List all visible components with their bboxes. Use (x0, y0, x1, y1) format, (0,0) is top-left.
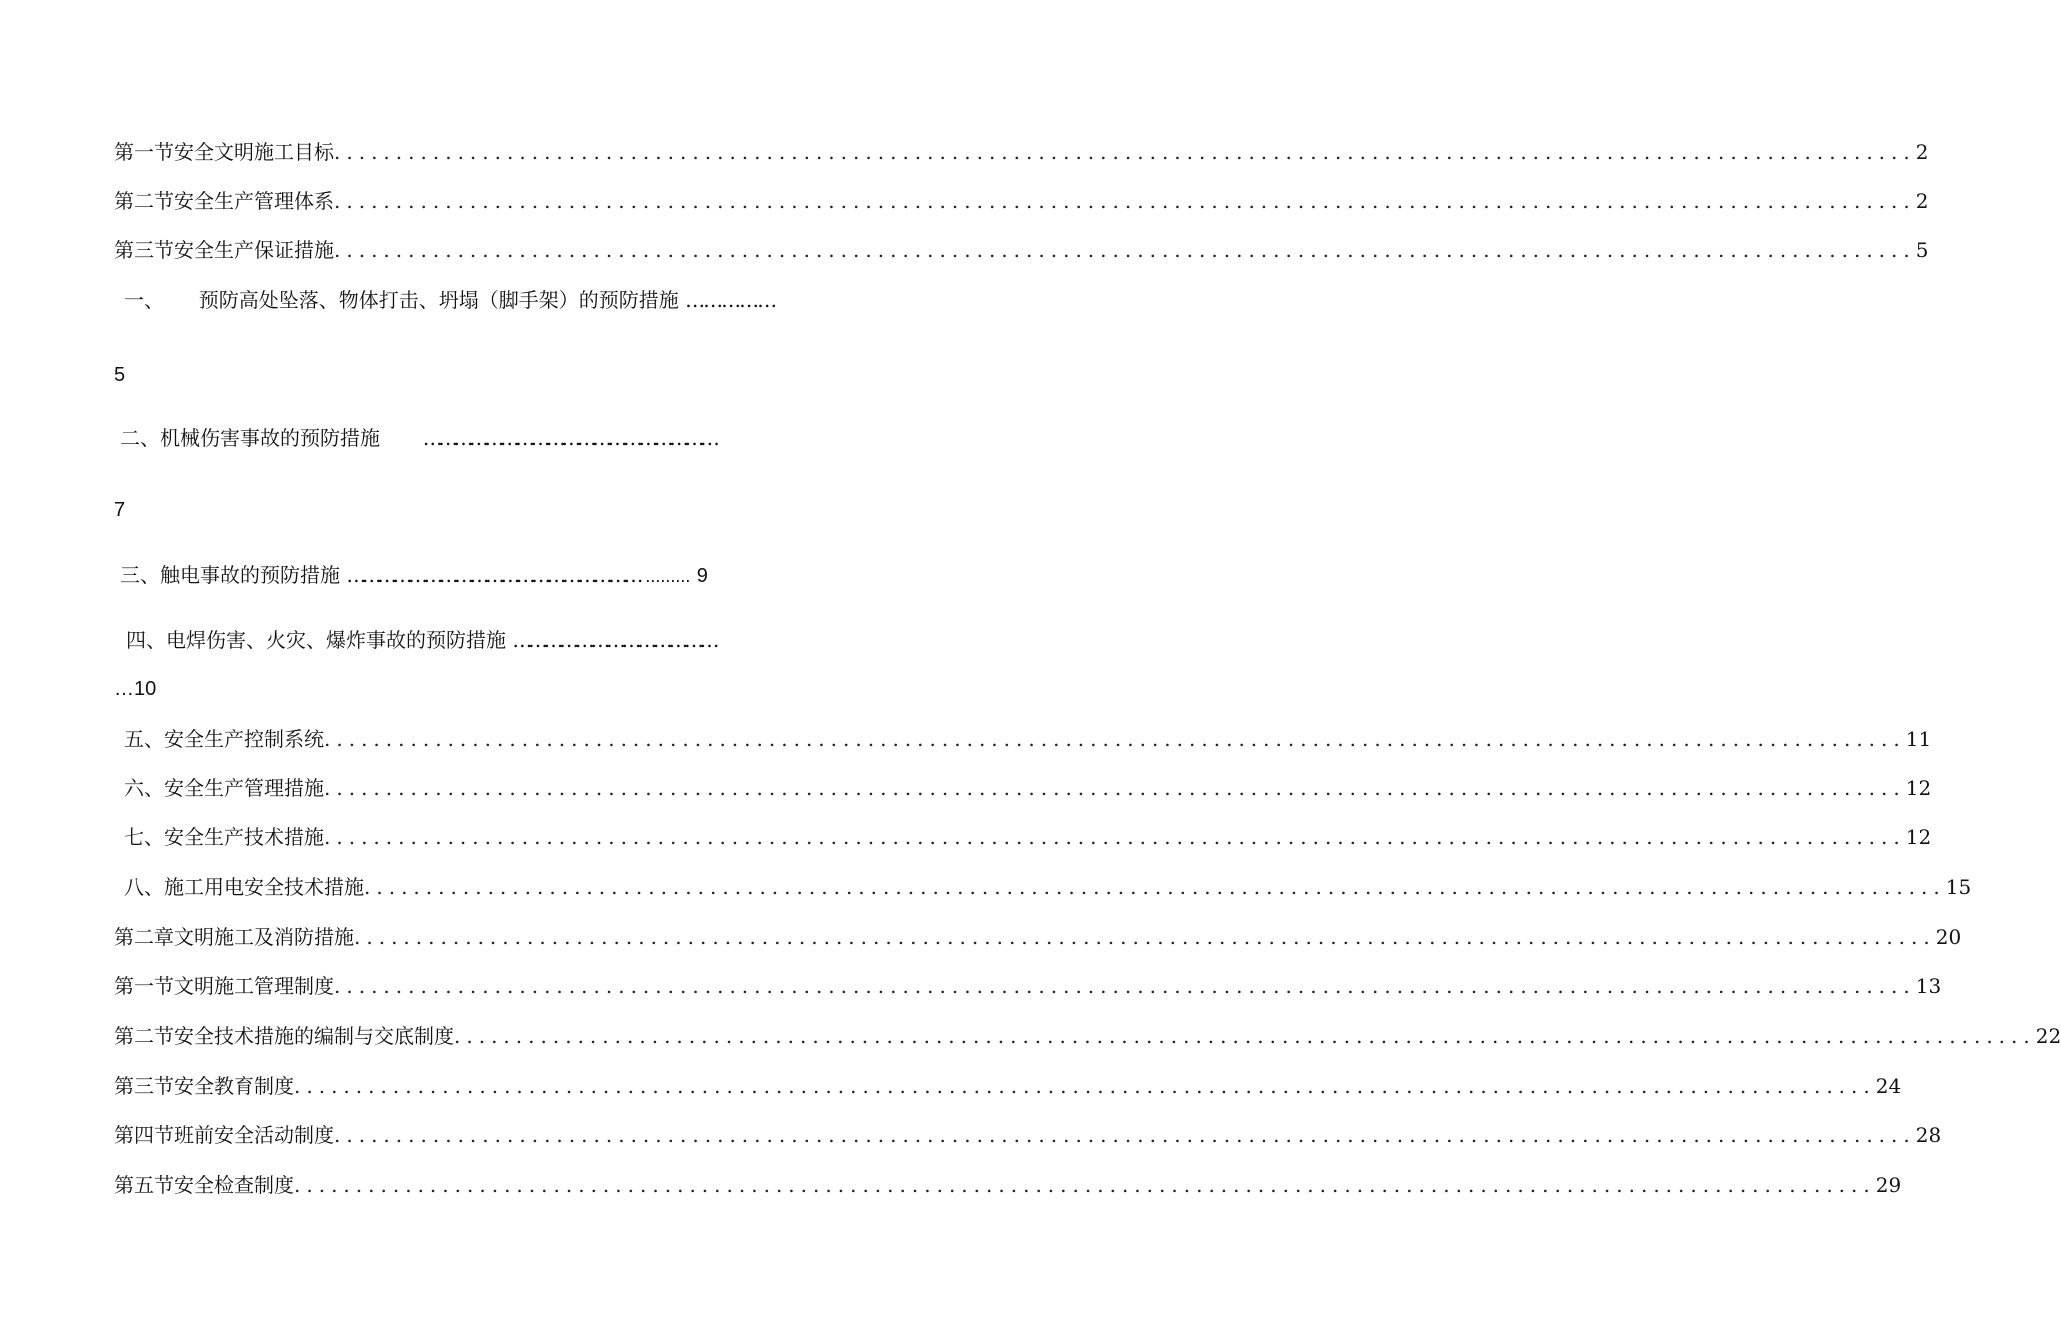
toc-entry-label: 第二节 (114, 189, 174, 213)
toc-entry-label: 第二章 (114, 925, 174, 949)
toc-entry-title: 预防高处坠落、物体打击、坍塌（脚手架）的预防措施 (198, 288, 679, 312)
toc-entry-label: 第二节 (114, 1024, 174, 1048)
toc-entry-title: 五、安全生产控制系统 (124, 727, 324, 751)
toc-entry[interactable] (114, 1123, 1942, 1147)
toc-entry-title: 二、机械伤害事故的预防措施 (120, 426, 380, 450)
toc-entry-title: 安全生产保证措施 (174, 238, 334, 262)
toc-entry-title: 文明施工管理制度 (174, 974, 334, 998)
toc-entry-page: …10 (114, 678, 157, 700)
toc-dot-leader: ......... (645, 566, 691, 586)
toc-ellipsis-leader: …………… (685, 288, 776, 312)
toc-dot-leader: ................................................................................................................................ (324, 825, 1906, 849)
toc-entry-title: 四、电焊伤害、火灾、爆炸事故的预防措施 (126, 628, 506, 652)
toc-entry-title: 八、施工用电安全技术措施 (124, 875, 364, 899)
toc-dot-leader: ................................................................................................................................ (334, 238, 1916, 262)
toc-entry-page: 5 (1915, 238, 1929, 262)
toc-entry-page: 12 (1905, 776, 1932, 800)
toc-entry[interactable] (114, 1074, 1902, 1098)
toc-entry-page: 2 (1915, 140, 1929, 164)
toc-ellipsis-leader: ………………………………… (512, 628, 716, 652)
toc-entry-title: 安全技术措施的编制与交底制度 (174, 1024, 454, 1048)
toc-entry-page: 22 (2035, 1024, 2061, 1048)
toc-dot-leader: ................................................................................................................................ (454, 1024, 2036, 1048)
toc-entry-title: 安全生产管理体系 (174, 189, 334, 213)
toc-dot-leader: ................................................................................................................................ (334, 1123, 1916, 1147)
toc-entry-title: 六、安全生产管理措施 (124, 776, 324, 800)
toc-entry-page: 7 (114, 499, 126, 521)
toc-entry[interactable] (114, 1173, 1902, 1197)
toc-ellipsis-leader: ………………………………………………… (422, 426, 716, 450)
toc-entry-page: 5 (114, 364, 126, 386)
toc-dot-leader: ................................................................................................................................ (294, 1173, 1876, 1197)
toc-entry[interactable] (126, 628, 715, 652)
toc-entry[interactable] (124, 727, 1932, 751)
toc-entry-page: 15 (1945, 875, 1972, 899)
toc-dot-leader: ................................................................................................................................ (334, 974, 1916, 998)
toc-entry-page: 13 (1915, 974, 1942, 998)
toc-entry-title: 安全文明施工目标 (174, 140, 334, 164)
toc-entry-page: 29 (1875, 1173, 1902, 1197)
toc-entry-page: 28 (1915, 1123, 1942, 1147)
toc-entry[interactable] (124, 875, 1972, 899)
toc-entry-title: 三、触电事故的预防措施 (120, 563, 340, 587)
toc-entry-page: 24 (1875, 1074, 1902, 1098)
toc-entry-page: 12 (1905, 825, 1932, 849)
toc-dot-leader: ................................................................................................................................ (324, 776, 1906, 800)
toc-entry-label: 第三节 (114, 1074, 174, 1098)
toc-entry-title: 文明施工及消防措施 (174, 925, 354, 949)
toc-entry[interactable] (114, 1024, 2061, 1048)
toc-entry-label: 一、 (124, 288, 164, 312)
toc-entry-title: 安全检查制度 (174, 1173, 294, 1197)
toc-ellipsis-leader: ………………………………………………… (346, 563, 639, 587)
toc-entry[interactable] (124, 288, 775, 312)
toc-entry-page: 9 (696, 565, 708, 587)
toc-dot-leader: ................................................................................................................................ (294, 1074, 1876, 1098)
toc-entry[interactable] (120, 563, 708, 588)
toc-dot-leader: ................................................................................................................................ (324, 727, 1906, 751)
toc-entry-title: 安全教育制度 (174, 1074, 294, 1098)
toc-entry[interactable] (114, 189, 1929, 213)
toc-entry-label: 第一节 (114, 974, 174, 998)
toc-dot-leader: ................................................................................................................................ (354, 925, 1936, 949)
toc-entry[interactable] (114, 925, 1962, 949)
toc-dot-leader: ................................................................................................................................ (334, 189, 1916, 213)
toc-entry-label: 第一节 (114, 140, 174, 164)
toc-entry[interactable] (124, 825, 1932, 849)
toc-entry[interactable] (124, 776, 1932, 800)
toc-entry[interactable] (114, 140, 1929, 164)
toc-dot-leader: ................................................................................................................................ (334, 140, 1916, 164)
toc-entry-title: 班前安全活动制度 (174, 1123, 334, 1147)
toc-entry-label: 第三节 (114, 238, 174, 262)
toc-entry-label: 第五节 (114, 1173, 174, 1197)
toc-entry-page: 2 (1915, 189, 1929, 213)
toc-entry[interactable] (114, 974, 1942, 998)
toc-entry[interactable] (120, 426, 715, 450)
toc-entry-label: 第四节 (114, 1123, 174, 1147)
toc-entry-page: 11 (1905, 727, 1932, 751)
toc-entry-title: 七、安全生产技术措施 (124, 825, 324, 849)
toc-dot-leader: ................................................................................................................................ (364, 875, 1946, 899)
toc-entry-page: 20 (1935, 925, 1962, 949)
toc-entry[interactable] (114, 238, 1929, 262)
